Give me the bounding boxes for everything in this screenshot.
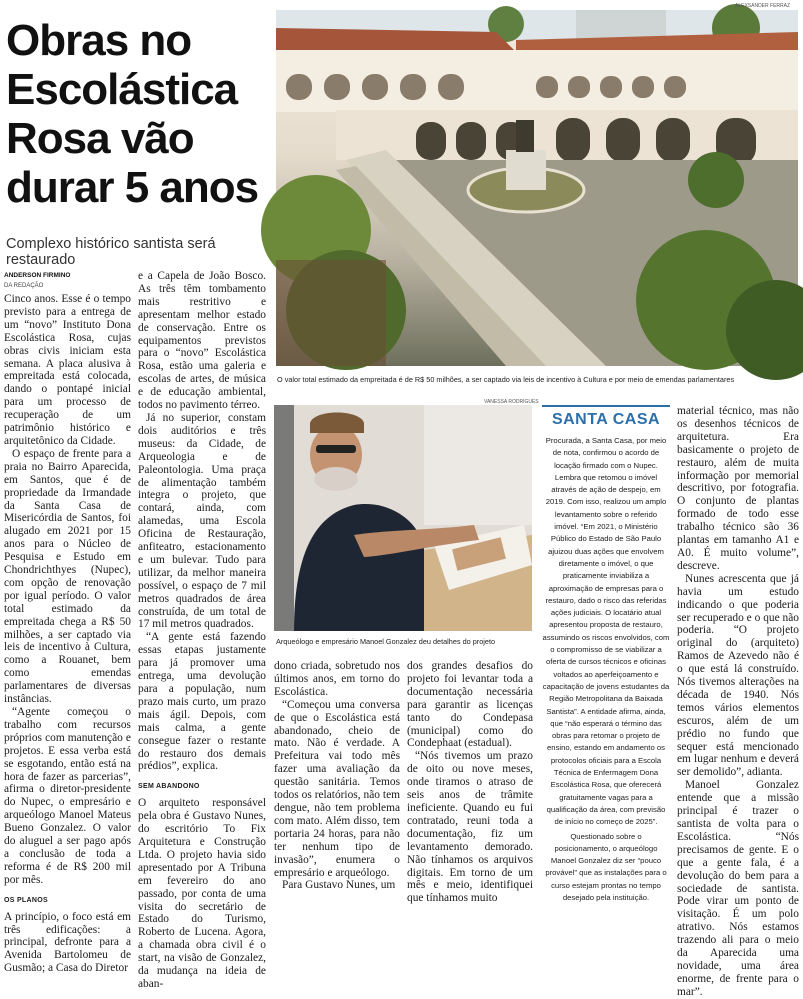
paragraph: material técnico, mas não os desenhos técnicos de arquitetura. Era basicamente o projeto de restauro, além de muita informação por memorial descritivo, por fotografia. O conjunto de plantas formado de todo esse trabalho técnico são 36 plantas em tamanho A1 e A0. É muito volume”, descreve.	[677, 405, 799, 572]
paragraph: A princípio, o foco está em três edificações: a principal, defronte para a Avenida Bartolomeu de Gusmão; a Casa do Diretor	[4, 910, 131, 975]
paragraph: e a Capela de João Bosco. As três têm tombamento mais restritivo e apresentam melhor estado de conservação. Entre os equipamentos previstos para o “novo” Escolástica Rosa, estão uma galeria e escolas de artes, de música e de educação ambiental, todos no pavimento térreo.	[138, 270, 266, 412]
photo-credit-mid: VANESSA RODRIGUES	[484, 399, 539, 405]
article-column-3	[274, 660, 400, 892]
paragraph: Já no superior, constam dois auditórios e três museus: da Cidade, de Arqueologia e de Paleontologia. Uma praça de alimentação também integra o projeto, que contará, ainda, com alamedas, uma Escola Oficina de Restauração, anfiteatro, estacionamento e um bulevar. Tudo para utilizar, da melhor maneira possível, o espaço de 7 mil metros quadrados de área construída, de um total de 17 mil metros quadrados.	[138, 411, 266, 631]
santa-casa-sidebar	[542, 405, 670, 902]
article-column-1	[4, 293, 131, 975]
photo-caption-top: O valor total estimado da empreitada é de R$ 50 milhões, a ser captado via leis de incentivo à Cultura e por meio de emendas parlamentares	[277, 375, 735, 384]
paragraph: dos grandes desafios do projeto foi levantar toda a documentação necessária para garantir as licenças tanto do Condepasa (municipal) como do Condephaat (estadual).	[407, 660, 533, 750]
paragraph: “Nós tivemos um prazo de oito ou nove meses, onde tiramos o atraso de seis anos de trâmite ineficiente. Quando eu fui contratado, reuni toda a documentação, fiz um levantamento demorado. Não tínhamos os arquivos digitais. Em torno de um mês e meio, identifiquei que tínhamos muito	[407, 750, 533, 905]
sidebar-paragraph: Questionado sobre o posicionamento, o arqueólogo Manoel Gonzalez diz ser “pouco provável” que as instalações para o curso estejam prontas no tempo desejado pela instituição.	[545, 831, 667, 902]
article-column-2	[138, 270, 266, 990]
paragraph: “A gente está fazendo essas etapas justamente para já promover uma entrega, uma devolução para a população, num prazo mais curto, um prazo mais ágil. Depois, com mais calma, a gente consegue fazer o restante do restauro dos demais prédios”, explica.	[138, 631, 266, 773]
byline-author: ANDERSON FIRMINO	[4, 272, 71, 279]
paragraph: O arquiteto responsável pela obra é Gustavo Nunes, do escritório To Fix Arquitetura e Construção Ltda. O projeto havia sido apresentado por A Tribuna em fevereiro do ano passado, por conta de uma visita do secretário de Estado do Turismo, Roberto de Lucena. Agora, a chamada obra civil é o start, na visão de Gonzalez, da mudança na ideia de aban-	[138, 797, 266, 990]
courtyard-illustration	[276, 10, 798, 366]
section-heading: OS PLANOS	[4, 896, 48, 904]
paragraph: “Agente começou o trabalho com recursos próprios com manutenção e projetos. E essa verba está se esgotando, então está na hora de fazer as parcerias”, afirma o diretor-presidente do Nupec, o empresário e arqueólogo Manoel Mateus Bueno Gonzalez. O valor do aluguel a ser pago após a conclusão de toda a reforma é de R$ 200 mil por mês.	[4, 706, 131, 886]
building-courtyard-photo	[276, 10, 798, 366]
photo-caption-mid: Arqueólogo e empresário Manoel Gonzalez deu detalhes do projeto	[276, 637, 496, 646]
manoel-gonzalez-photo	[274, 405, 532, 631]
paragraph: dono criada, sobretudo nos últimos anos, em torno do Escolástica.	[274, 660, 400, 698]
subhead: Complexo histórico santista será restaurado	[6, 236, 216, 268]
article-column-6	[677, 405, 799, 998]
photo-credit-top: ALEXSANDER FERRAZ	[735, 3, 791, 9]
paragraph: O espaço de frente para a praia no Bairro Aparecida, em Santos, que é de propriedade da Irmandade da Santa Casa de Misericórdia de Santos, foi alugado em 2021 por 15 anos para o Núcleo de Pesquisa e Estudo em Chondrichthyes (Nupec), com opção de renovação por igual período. O valor total estimado da empreitada chega a R$ 50 milhões, a ser captado via leis de incentivo à Cultura, como a Rouanet, bem como emendas parlamentares de diversas instâncias.	[4, 447, 131, 706]
paragraph: Para Gustavo Nunes, um	[282, 879, 396, 892]
article-column-4	[407, 660, 533, 905]
paragraph: “Começou uma conversa de que o Escolástica está abandonado, cheio de mato. Não é verdade. A Prefeitura vai todo mês fazer uma avaliação da questão sanitária. Temos todos os relatórios, não tem dengue, não tem problema com mato. Além disso, tem portaria 24 horas, para não ter nenhum tipo de invasão”, enumera o empresário e arqueólogo.	[274, 698, 400, 879]
sidebar-title: SANTA CASA	[542, 405, 670, 429]
paragraph: Manoel Gonzalez entende que a missão principal é trazer o santista de volta para o Escolástica. “Nós precisamos de gente. E o que a gente fala, é a devolução do bem para a sociedade de santista. Pode virar um ponto de visitação. É um polo atrativo. Nós estamos trazendo ali para o meio da Aparecida uma novidade, uma área enorme, de frente para o mar”.	[677, 779, 799, 998]
byline-desk: DA REDAÇÃO	[4, 283, 44, 289]
paragraph: Nunes acrescenta que já havia um estudo indicando o que poderia ser recuperado e o que não poderia. “O projeto original do (arquiteto) Ramos de Azevedo não é o que está lá construído. Nós tivemos alterações na década de 1940. Nós temos vários elementos escuros, além de um prédio no fundo que sequer está mencionado em lugar nenhum e deverá ser demolido”, adianta.	[677, 572, 799, 779]
section-heading: SEM ABANDONO	[138, 783, 200, 791]
interview-illustration	[274, 405, 532, 631]
headline: Obras no Escolástica Rosa vão durar 5 anos	[6, 16, 259, 212]
paragraph: Cinco anos. Esse é o tempo previsto para a entrega de um “novo” Instituto Dona Escolástica Rosa, cujas obras civis iniciam esta semana. A placa alusiva à empreitada está colocada, dando o pontapé inicial para um processo de recuperação de um patrimônio histórico e arquitetônico da Cidade.	[4, 293, 131, 447]
sidebar-paragraph: Procurada, a Santa Casa, por meio de nota, confirmou o acordo de locação firmado com o Nupec. Lembra que retomou o imóvel através de ação de despejo, em 2019. Com isso, realizou um amplo levantamento sobre o referido imóvel. “Em 2021, o Ministério Público do Estado de São Paulo ajuizou duas ações que envolvem diretamente o imóvel, o que praticamente inviabiliza a aproximação de empresas para o restauro, dado o risco das referidas ações judiciais. O locatário atual apresentou proposta de restauro, assumindo os riscos envolvidos, com o compromisso de se viabilizar a oferta de cursos técnicos e oficinas voltados ao aperfeiçoamento e capacitação de jovens estudantes da Região Metropolitana da Baixada Santista”. A entidade afirma, ainda, que “não esperará o término das obras para retomar o projeto de ensino, estando em andamento os protocolos oficiais para a Escola Técnica de Enfermagem Dona Escolástica Rosa, que oferecerá gratuitamente vagas para a qualificação da área, com previsão de início no começo de 2025”.	[542, 436, 670, 827]
